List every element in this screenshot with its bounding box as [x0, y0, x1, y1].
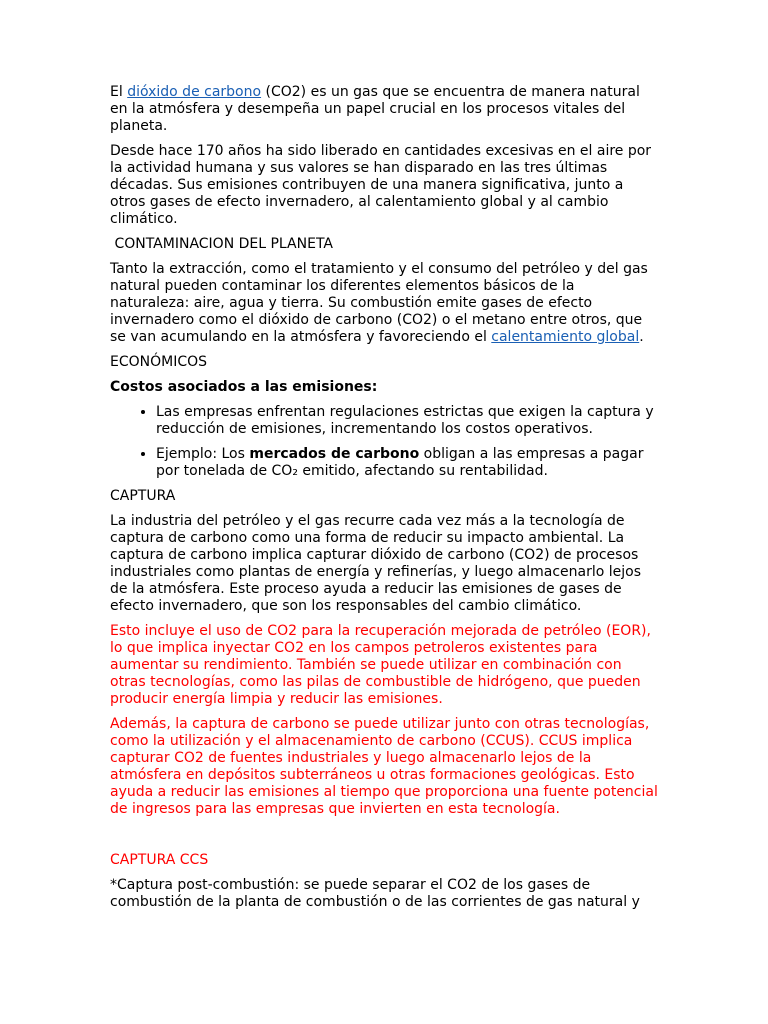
text: El: [110, 84, 128, 100]
paragraph-post-combustion: *Captura post-combustión: se puede separar el CO2 de los gases de combustión de la planta de combustión o de las corrientes de gas natural y: [110, 877, 640, 910]
bullet-list: [110, 404, 658, 480]
list-item: • Las empresas enfrentan regulaciones estrictas que exigen la captura y reducción de emisiones, incrementando los costos operativos.: [156, 404, 658, 438]
subheading-costos: Costos asociados a las emisiones:: [110, 379, 378, 395]
heading-captura: CAPTURA: [110, 488, 176, 504]
bold-text: mercados de carbono: [249, 446, 420, 462]
paragraph-intro: [110, 84, 658, 135]
heading-captura-ccs: CAPTURA CCS: [110, 852, 209, 868]
text: Ejemplo: Los: [156, 446, 250, 462]
heading-contaminacion: CONTAMINACION DEL PLANETA: [110, 236, 333, 252]
text: Tanto la extracción, como el tratamiento y el consumo del petróleo y del gas natural pueden contaminar los diferentes elementos básicos de la naturaleza: aire, agua y tierra. Su combustión emite gases de efecto invernadero como el dióxido de carbono (CO2) o el metano entre otros, que se van acumulando en la atmósfera y favoreciendo el: [110, 261, 648, 345]
list-item: [156, 446, 658, 480]
paragraph-eor: Esto incluye el uso de CO2 para la recuperación mejorada de petróleo (EOR), lo que implica inyectar CO2 en los campos petroleros existentes para aumentar su rendimiento. También se puede utilizar en combinación con otras tecnologías, como las pilas de combustible de hidrógeno, que pueden producir energía limpia y reducir las emisiones.: [110, 623, 651, 707]
link-dioxido-de-carbono[interactable]: dióxido de carbono: [127, 84, 262, 100]
text: (CO2) es un gas que se encuentra de manera natural en la atmósfera y desempeña un papel crucial en los procesos vitales del planeta.: [110, 84, 640, 134]
heading-economicos: ECONÓMICOS: [110, 354, 208, 370]
paragraph-history: Desde hace 170 años ha sido liberado en cantidades excesivas en el aire por la actividad humana y sus valores se han disparado en las tres últimas décadas. Sus emisiones contribuyen de una manera significativa, junto a otros gases de efecto invernadero, al calentamiento global y al cambio climático.: [110, 143, 652, 227]
link-calentamiento-global[interactable]: calentamiento global: [491, 329, 640, 345]
paragraph-contaminacion: [110, 261, 658, 346]
text: obligan a las empresas a pagar por tonelada de CO₂ emitido, afectando su rentabilidad.: [156, 446, 644, 479]
spacer: [110, 826, 658, 852]
paragraph-ccus: Además, la captura de carbono se puede utilizar junto con otras tecnologías, como la utilización y el almacenamiento de carbono (CCUS). CCUS implica capturar CO2 de fuentes industriales y luego almacenarlo lejos de la atmósfera en depósitos subterráneos u otras formaciones geológicas. Esto ayuda a reducir las emisiones al tiempo que proporciona una fuente potencial de ingresos para las empresas que invierten en esta tecnología.: [110, 716, 658, 817]
paragraph-captura: La industria del petróleo y el gas recurre cada vez más a la tecnología de captura de carbono como una forma de reducir su impacto ambiental. La captura de carbono implica capturar dióxido de carbono (CO2) de procesos industriales como plantas de energía y refinerías, y luego almacenarlo lejos de la atmósfera. Este proceso ayuda a reducir las emisiones de gases de efecto invernadero, que son los responsables del cambio climático.: [110, 513, 641, 614]
text: .: [639, 329, 644, 345]
